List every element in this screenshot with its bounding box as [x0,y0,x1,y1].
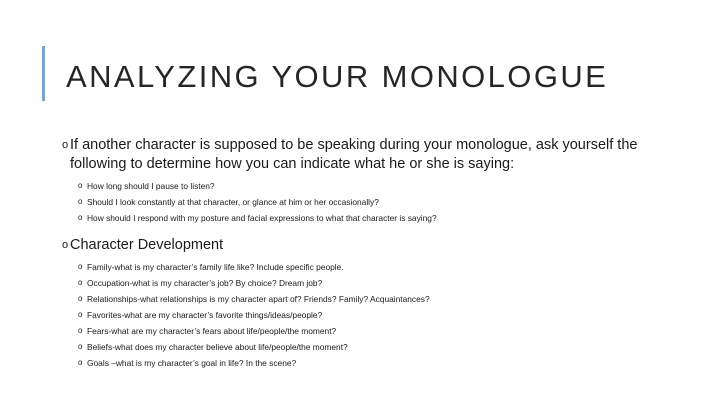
section-heading-text: If another character is supposed to be speaking during your monologue, ask yourself the following to determine how you can indicate what he or she is saying: [70,137,638,172]
circle-bullet-icon: o [78,358,83,367]
list-item: o Should I look constantly at that character, or glance at him or her occasionally? [78,194,692,210]
section-heading [62,236,692,255]
circle-bullet-icon: o [62,239,69,251]
circle-bullet-icon: o [78,294,83,303]
circle-bullet-icon: o [78,262,83,271]
section-heading-text: Character Development [70,237,224,253]
section-heading [62,136,692,174]
sub-bullet-list [78,259,692,371]
list-item: o Beliefs-what does my character believe about life/people/the moment? [78,339,692,355]
sub-bullet-list [78,178,692,226]
list-item: o Goals –what is my character’s goal in life? In the scene? [78,355,692,371]
list-item: o Fears-what are my character’s fears about life/people/the moment? [78,323,692,339]
slide-title: ANALYZING YOUR MONOLOGUE [66,59,609,94]
slide-content [62,136,692,381]
circle-bullet-icon: o [78,213,83,222]
circle-bullet-icon: o [78,278,83,287]
title-accent-bar [42,46,45,101]
circle-bullet-icon: o [78,181,83,190]
list-item: o Favorites-what are my character’s favorite things/ideas/people? [78,307,692,323]
list-item: o How long should I pause to listen? [78,178,692,194]
circle-bullet-icon: o [78,197,83,206]
list-item: o Relationships-what relationships is my character apart of? Friends? Family? Acquaintances? [78,291,692,307]
list-item: o Family-what is my character’s family life like? Include specific people. [78,259,692,275]
circle-bullet-icon: o [78,342,83,351]
list-item: o Occupation-what is my character’s job? By choice? Dream job? [78,275,692,291]
circle-bullet-icon: o [62,139,69,151]
list-item: o How should I respond with my posture and facial expressions to what that character is saying? [78,210,692,226]
circle-bullet-icon: o [78,310,83,319]
circle-bullet-icon: o [78,326,83,335]
